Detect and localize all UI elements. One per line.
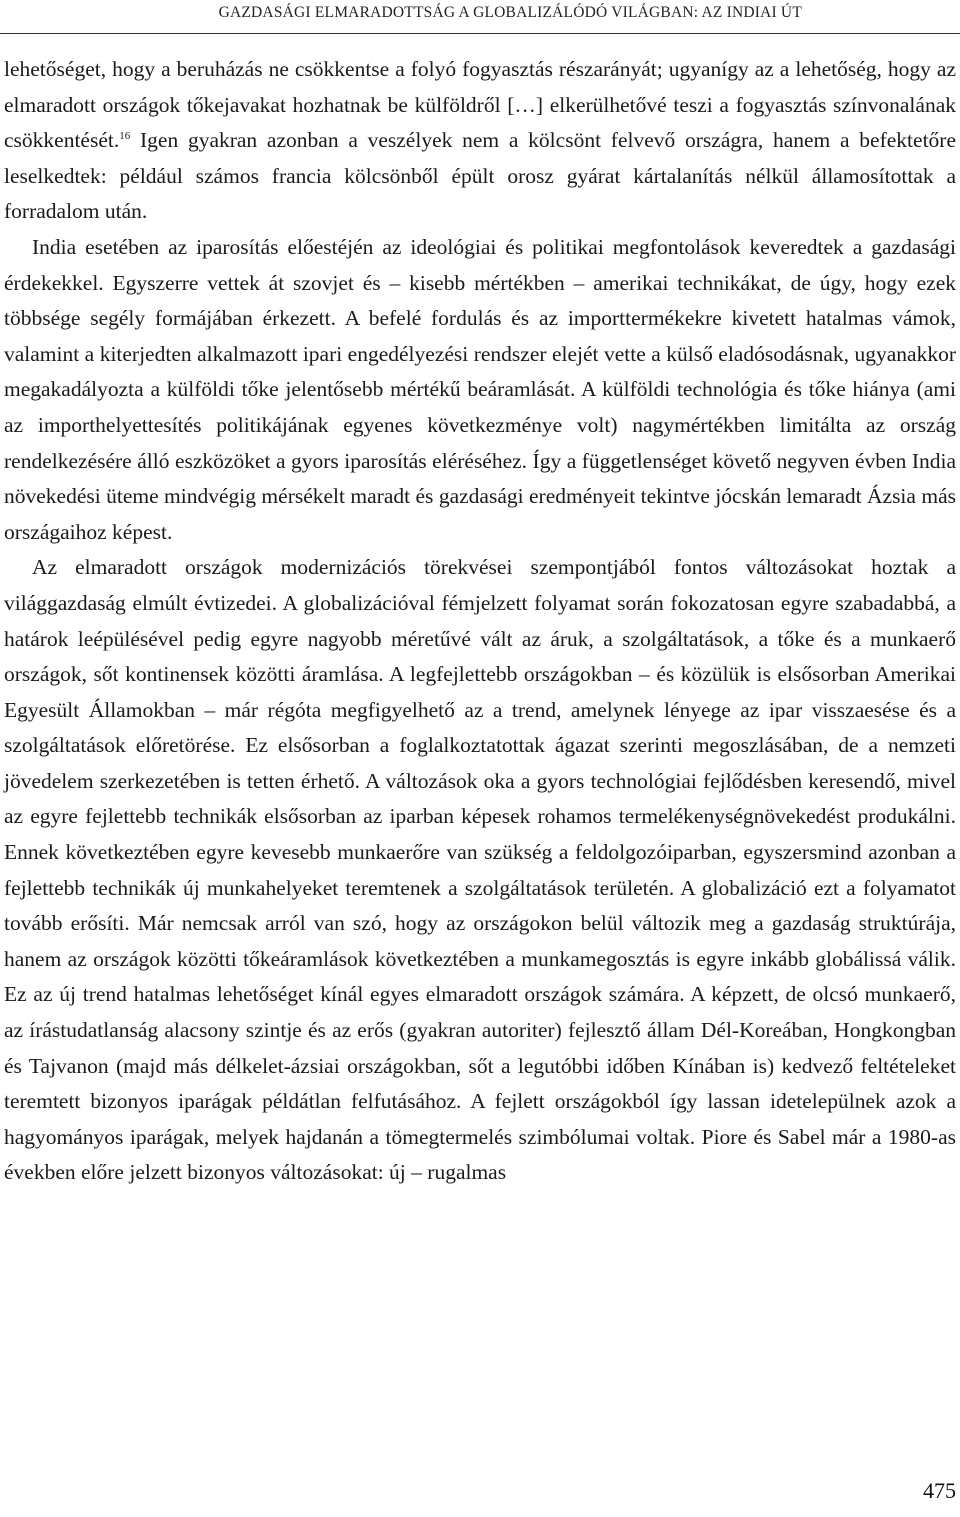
footnote-reference[interactable]: 16	[119, 130, 131, 143]
paragraph-3: Az elmaradott országok modernizációs törekvései szempontjából fontos változásokat hoztak a világgazdaság elmúlt évtizedei. A globalizációval fémjelzett folyamat során fokozatosan egyre szabadabbá, a határok leépülésével pedig egyre nagyobb méretűvé vált az áruk, a szolgáltatások, a tőke és a munkaerő országok, sőt kontinensek közötti áramlása. A legfejlettebb országokban – és közülük is elsősorban Amerikai Egyesült Államokban – már régóta megfigyelhető az a trend, amelynek lényege az ipar visszaesése és a szolgáltatások előretörése. Ez elsősorban a foglalkoztatottak ágazat szerinti megoszlásában, de a nemzeti jövedelem szerkezetében is tetten érhető. A változások oka a gyors technológiai fejlődésben keresendő, mivel az egyre fejlettebb technikák elsősorban az iparban képesek rohamos termelékenységnövekedést produkálni. Ennek következtében egyre kevesebb munkaerőre van szükség a feldolgozóiparban, egyszersmind azonban a fejlettebb technikák új munkahelyeket teremtenek a szolgáltatások területén. A globalizáció ezt a folyamatot tovább erősíti. Már nemcsak arról van szó, hogy az országokon belül változik meg a gazdaság struktúrája, hanem az országok közötti tőkeáramlások következtében a munkamegosztás is egyre inkább globálissá válik. Ez az új trend hatalmas lehetőséget kínál egyes elmaradott országok számára. A képzett, de olcsó munkaerő, az írástudatlanság alacsony szintje és az erős (gyakran autoriter) fejlesztő állam Dél-Koreában, Hongkongban és Tajvanon (majd más délkelet-ázsiai országokban, sőt a legutóbbi időben Kínában is) kedvező feltételeket teremtett bizonyos iparágak példátlan felfutásához. A fejlett országokból így lassan idetelepülnek azok a hagyományos iparágak, melyek hajdanán a tömegtermelés szimbólumai voltak. Piore és Sabel már a 1980-as években előre jelzett bizonyos változásokat: új – rugalmas	[4, 555, 956, 1185]
page-number: 475	[923, 1478, 956, 1503]
paragraph-2: India esetében az iparosítás előestéjén az ideológiai és politikai megfontolások keveredtek a gazdasági érdekekkel. Egyszerre vettek át szovjet és – kisebb mértékben – amerikai technikákat, de úgy, hogy ezek többsége segély formájában érkezett. A befelé fordulás és az importtermékekre kivetett hatalmas vámok, valamint a kiterjedten alkalmazott ipari engedélyezési rendszer elejét vette a külső eladósodásnak, ugyanakkor megakadályozta a külföldi tőke jelentősebb mértékű beáramlását. A külföldi technológia és tőke hiánya (ami az importhelyettesítés politikájának egyenes következménye volt) nagymértékben limitálta az ország rendelkezésére álló eszközöket a gyors iparosítás eléréséhez. Így a függetlenséget követő negyven évben India növekedési üteme mindvégig mérsékelt maradt és gazdasági eredményeit tekintve jócskán lemaradt Ázsia más országaihoz képest.	[4, 234, 956, 544]
page-body	[4, 52, 956, 1191]
running-header: GAZDASÁGI ELMARADOTTSÁG A GLOBALIZÁLÓDÓ VILÁGBAN: AZ INDIAI ÚT	[218, 4, 802, 21]
header-rule	[0, 33, 960, 34]
paragraph-1	[4, 52, 956, 230]
paragraph-1-continuation: Igen gyakran azonban a veszélyek nem a kölcsönt felvevő országra, hanem a befektetőre leselkedtek: például számos francia kölcsönből épült orosz gyárat kártalanítás nélkül államosítottak a forradalom után.	[4, 128, 956, 224]
paragraph-1-text: lehetőséget, hogy a beruházás ne csökkentse a folyó fogyasztás részarányát; ugyanígy az a lehetőség, hogy az elmaradott országok tőkejavakat hozhatnak be külföldről […] elkerülhetővé teszi a fogyasztás színvonalának csökkentését.	[4, 57, 956, 153]
